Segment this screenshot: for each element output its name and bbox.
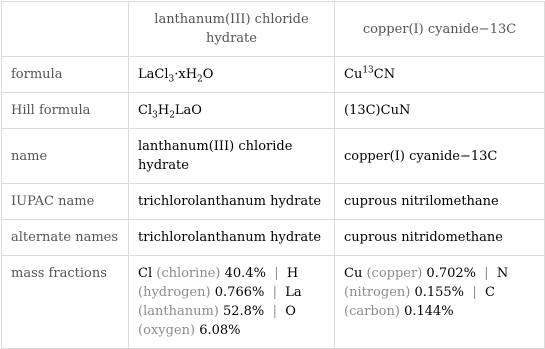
- hill-formula-value-a: [129, 93, 335, 129]
- mass-a-val-0: 40.4%: [224, 266, 266, 281]
- mass-b-sym-2: C: [484, 285, 495, 300]
- alternate-names-value-b: cuprous nitridomethane: [335, 220, 545, 256]
- mass-a-val-2: 52.8%: [222, 304, 265, 319]
- mass-a-name-2: (lanthanum): [138, 304, 219, 319]
- formula-a-part2: ·xH: [174, 67, 198, 82]
- mass-a-sym-3: O: [285, 304, 296, 319]
- formula-a-subscript1: 3: [168, 74, 175, 85]
- header-row: [2, 2, 545, 57]
- mass-a-val-1: 0.766%: [214, 285, 265, 300]
- formula-b-part2: CN: [373, 67, 396, 82]
- row-label-hill-formula: Hill formula: [2, 93, 129, 129]
- iupac-name-value-b: cuprous nitrilomethane: [335, 184, 545, 220]
- column-header-copper-cyanide-13c: copper(I) cyanide−13C: [335, 2, 545, 57]
- mass-b-val-0: 0.702%: [426, 266, 476, 281]
- mass-a-name-1: (hydrogen): [138, 285, 211, 300]
- row-label-formula: formula: [2, 57, 129, 93]
- table-row-name: [2, 129, 545, 184]
- mass-separator: |: [472, 285, 477, 300]
- mass-a-name-3: (oxygen): [138, 323, 196, 338]
- formula-b-superscript1: 13: [362, 65, 374, 76]
- table-row-alternate-names: [2, 220, 545, 256]
- formula-value-a: [129, 57, 335, 93]
- mass-separator: |: [274, 266, 279, 281]
- mass-separator: |: [272, 304, 277, 319]
- row-label-iupac-name: IUPAC name: [2, 184, 129, 220]
- formula-a-part3: O: [202, 67, 214, 82]
- hill-a-subscript1: 3: [152, 110, 158, 121]
- mass-a-sym-0: Cl: [138, 266, 153, 281]
- name-value-b: copper(I) cyanide−13C: [335, 129, 545, 184]
- table-row-hill-formula: [2, 93, 545, 129]
- hill-formula-value-b: (13C)CuN: [335, 93, 545, 129]
- mass-a-val-3: 6.08%: [199, 323, 241, 338]
- formula-a-part1: LaCl: [138, 67, 169, 82]
- alternate-names-value-a: trichlorolanthanum hydrate: [129, 220, 335, 256]
- header-corner-cell: [2, 2, 129, 57]
- mass-fractions-value-a: [129, 256, 335, 349]
- hill-a-part2: H: [157, 103, 170, 118]
- name-value-a: lanthanum(III) chloride hydrate: [129, 129, 335, 184]
- table-row-mass-fractions: [2, 256, 545, 349]
- row-label-name: name: [2, 129, 129, 184]
- mass-b-val-1: 0.155%: [414, 285, 465, 300]
- mass-a-name-0: (chlorine): [156, 266, 221, 281]
- mass-fractions-value-b: [335, 256, 545, 349]
- mass-b-name-0: (copper): [366, 266, 423, 281]
- mass-b-sym-0: Cu: [344, 266, 363, 281]
- mass-separator: |: [272, 285, 277, 300]
- mass-separator: |: [484, 266, 489, 281]
- table-row-formula: [2, 57, 545, 93]
- formula-value-b: [335, 57, 545, 93]
- mass-b-sym-1: N: [496, 266, 509, 281]
- mass-b-name-2: (carbon): [344, 304, 400, 319]
- formula-b-part1: Cu: [344, 67, 363, 82]
- row-label-mass-fractions: mass fractions: [2, 256, 129, 349]
- hill-a-subscript2: 2: [169, 110, 175, 121]
- mass-b-val-2: 0.144%: [404, 304, 454, 319]
- formula-a-subscript2: 2: [197, 74, 203, 85]
- column-header-lanthanum-chloride-hydrate: lanthanum(III) chloride hydrate: [129, 2, 335, 57]
- mass-a-sym-2: La: [285, 285, 302, 300]
- row-label-alternate-names: alternate names: [2, 220, 129, 256]
- comparison-table: [1, 1, 545, 349]
- hill-a-part1: Cl: [138, 103, 153, 118]
- hill-a-part3: LaO: [174, 103, 202, 118]
- mass-a-sym-1: H: [286, 266, 299, 281]
- mass-b-name-1: (nitrogen): [344, 285, 411, 300]
- iupac-name-value-a: trichlorolanthanum hydrate: [129, 184, 335, 220]
- table-row-iupac-name: [2, 184, 545, 220]
